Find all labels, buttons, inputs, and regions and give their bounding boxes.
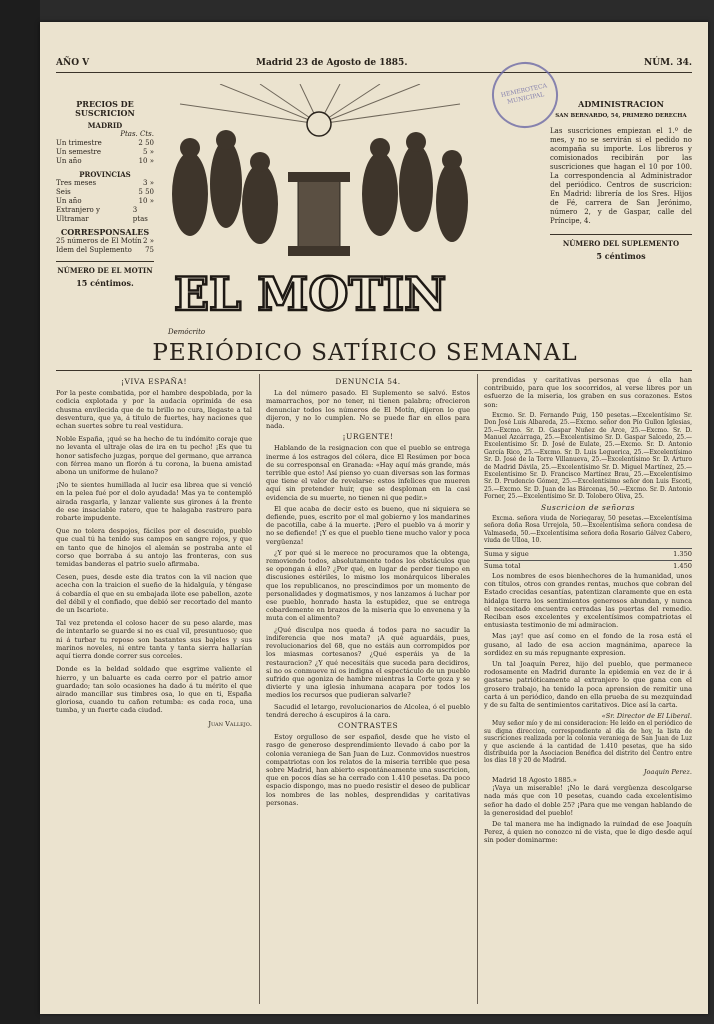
ladies-donor-list: Excma. señora viuda de Noriegaray, 50 pesetas.—Excelentísima señora doña Rosa Urrejola, 50.—Excelentísima señora condesa de Valmaseda, 50.—Excelentísima señora doña Rosario Gálvez Cabero, viuda de Ulloa, 10.: [484, 514, 692, 545]
donor-list: Excmo. Sr. D. Fernando Puig, 150 pesetas.—Excelentísimo Sr. Don José Luis Albareda, 25.—Excmo. señor don Pío Gullon Iglesias, 25.—Excmo. Sr. D. Gaspar Nuñez de Arce, 25.—Excmo. Sr. D. Manuel Azcárraga, 25.—Excelentísimo Sr. D. Gaspar Salcedo, 25.—Excelentísimo Sr. D. José de Eulate, 25.—Excmo. Sr. D. Antonio García Rico, 25.—Excmo. Sr. D. Luis Leguerica, 25.—Excelentísimo Sr. D. José de la Torre Villanueva, 25.—Excelentísimo Sr. D. Arturo de Madrid Dávila, 25.—Excelentísimo Sr. D. Miguel Martínez, 25.—Excelentísimo Sr. D. Francisco Martínez Brau, 25.—Excelentísimo Sr. D. Prudencio Gómez, 25.—Excelentísimo señor don Luis Escoti, 25.—Excmo. Sr. D. Juan de las Bárcenas, 50.—Excmo. Sr. D. Antonio Forner, 25.—Excelentísimo Sr. D. Tolobero Oliva, 25.: [484, 411, 692, 501]
administration-box: [550, 100, 692, 261]
administration-text: Las suscriciones empiezan el 1.º de mes, y no se servirán si el pedido no acompaña su importe. Los libreros y comisionados recibirán por las suscriciones que hagan el 10 por 100. La correspondencia al Administrador del periódico. Centros de suscricion: En Madrid: librería de los Sres. Hijos de Fé, carrera de San Jerónimo, número 2, y de Gaspar, calle del Príncipe, 4.: [550, 127, 692, 225]
provincias-heading: PROVINCIAS: [79, 170, 131, 179]
corresponsales-heading: CORRESPONSALES: [60, 227, 150, 237]
issue-date: Madrid 23 de Agosto de 1885.: [256, 58, 408, 68]
letter-signature: Joaquin Perez.: [643, 767, 692, 776]
poem-stanza: Que no tolera despojos, fáciles por el descuido, pueblo que cual tú ha tenido sus campos en sangre rojos, y que en tanto que de hinojos el alemán se postraba ante el corso que borraba á su antojo las fronteras, con sus temidas banderas el patrio suelo afirmaba.: [56, 527, 252, 569]
poem-title: ¡VIVA ESPAÑA!: [121, 377, 187, 386]
newspaper-page: [40, 22, 708, 1014]
running-sum: Suma y sigue 1.350: [484, 549, 692, 558]
masthead-title: EL MOTIN: [174, 267, 447, 321]
poem-stanza: ¡No te sientes humillada al lucir esa librea que si venció en la pelea fué por el dolo ayudada! Mas ya te contempló airada rasgarla, y lanzar valiente sus girones á la frente de ese insaciable ratero, que te halagaba rastrero para robarte impudente.: [56, 481, 252, 523]
article-column-3: [484, 376, 692, 1006]
supplement-price-label: NÚMERO DEL SUPLEMENTO: [562, 239, 680, 248]
letter-heading: «Sr. Director de El Liberal.: [601, 712, 692, 721]
poem-stanza: Por la peste combatida, por el hambre despoblada, por la codicia explotada y por la audacia oprimida de esa chusma envilecida que de tu brillo no cura, llegaste a tal desventura, que ya, á titulo de fuertes, hay naciones que echan suertes sobre tu real vestidura.: [56, 389, 252, 431]
stamp-text: HEMEROTECA MUNICIPAL: [500, 81, 548, 106]
price-row: Un año 10 »: [56, 157, 154, 165]
paragraph: ¿Y por qué si le merece no procuramos que la obtenga, removiendo todos, absolutamente todos los obstáculos que se opongan á ello? ¿Por qué, en lugar de perder tiempo en discusiones estériles, lo mismo los monárquicos liberales que los republicanos, no prescindimos por un momento de personalidades y dogmatismos, y nos lanzamos á luchar por ese pueblo, honrado hasta la estupidez, que se entrega cobardemente en brazos de la miseria que lo envenena y la muta con el alimento?: [266, 548, 470, 623]
price-row: 25 números de El Motín 2 »: [56, 237, 154, 245]
column-divider: [477, 374, 478, 1004]
price-row: Seis 5 50: [56, 188, 154, 196]
price-row: Tres meses 3 »: [56, 179, 154, 187]
ptas-heading: Ptas. Cts.: [120, 130, 154, 138]
price-row: Idem del Suplemento 75: [56, 246, 154, 254]
paragraph: prendidas y caritativas personas que á ella han contribuido, para que los socorridos, al verse libres por un esfuerzo de la miseria, los graben en sus corazones. Estos son:: [484, 376, 692, 409]
price-row: Extranjero y Ultramar 3 ptas: [56, 206, 148, 223]
administration-title: ADMINISTRACION: [578, 99, 664, 109]
paragraph: De tal manera me ha indignado la ruindad de ese Joaquín Perez, á quien no conozco ni de vista, que le digo desde aquí sin poder dominarme:: [484, 820, 692, 845]
letter-text: Muy señor mío y de mi consideracion: He leído en el periódico de su digna direccion, correspondiente al día de hoy, la lista de suscriciones realizada por la colonia veraniega de San Juan de Luz y que asciende á la cantidad de 1.410 pesetas, que ha sido distribuida por la Asociacion Benéfica del distrito del Centro entre los días 18 y 20 de Madrid.: [484, 720, 692, 765]
poem-signature: Juan Vallejo.: [208, 719, 252, 728]
issue-header: [56, 58, 692, 72]
masthead-illustration: [160, 84, 478, 338]
subtitle-rule: [56, 370, 692, 371]
column-divider: [259, 374, 260, 1004]
paragraph: ¡Vaya un miserable! ¡No le dará vergüenza descolgarse nada más que con 10 pesetas, cuando cada excelentísimo señor ha dado el doble 25? ¡Para que me vengan hablando de la generosidad del pueblo!: [484, 784, 692, 817]
contrastes-title: CONTRASTES: [337, 720, 399, 730]
ladies-subscription-title: Suscricion de señoras: [541, 502, 635, 512]
artist-signature: Demócrito: [168, 328, 206, 336]
poem-stanza: Cesen, pues, desde este dia tratos con la vil nacion que acecha con la traicion el sueño de la hidalguía, y téngase á cobardía el que en su embajada ilote ese pabellon, azote del débil y el confiado, que debió ser recortado del manto de un Iscariote.: [56, 573, 252, 615]
header-rule: [56, 72, 692, 73]
newspaper-subtitle: PERIÓDICO SATÍRICO SEMANAL: [152, 340, 578, 366]
subscription-title: PRECIOS DE SUSCRICION: [75, 99, 135, 118]
price-row: Un año 10 »: [56, 197, 154, 205]
madrid-heading: MADRID: [87, 121, 123, 130]
paragraph: Un tal Joaquín Perez, hijo del pueblo, que permanece rodosamente en Madrid durante la epidemia en vez de ir á gastarse patrióticamente al extranjero lo que gana con el grosero trabajo, ha tenido la poca aprension de remitir una carta á un periódico, dando en ella prueba de su mezquindad y de su falta de sentimientos caritativos. Dice así la carta.: [484, 659, 692, 709]
subscription-prices: [56, 100, 154, 288]
paragraph: ¿Qué disculpa nos queda á todos para no sacudir la indiferencia que nos mata? ¡A qué aguardáis, pues, revolucionarios del 68, que no estáis aun corrompidos por los miasmas cortesanos? ¿Qué esperáis ya de la restauracion? ¿Y qué necesitáis que suceda para decidiros, si no os conmueve ni os indigna el espectáculo de un pueblo sufrido que agoniza de hambre mientras la Corte goza y se divierte y una iglesia inhumana acapara por todos los medios los recursos que pudieran salvarle?: [266, 625, 470, 700]
poem-stanza: Donde es la beldad soldado que esgrime valiente el hierro, y un baluarte es cada cerro por el patrio amor guardado; tan solo ocasiones ha dado á tu mérito el que airado mancillar sus timbres osa, lo que en ti, España gloriosa, cuando tu cañon retumba: es cada roca, una tumba, y un fuerte cada ciudad.: [56, 665, 252, 715]
poem-stanza: Noble España, ¡qué se ha hecho de tu indómito coraje que no levanta el ultraje olas de ira en tu pecho! ¡Es que tu honor satisfecho juzgas, porque del germano, que arranca con férrea mano un florón á tu corona, la buena amistad abona un uniforme de hulano?: [56, 435, 252, 477]
issue-price-label: NÚMERO DE EL MOTIN: [57, 266, 153, 275]
paragraph: Sacudid el letargo, revolucionarios de Alcolea, ó el pueblo tendrá derecho á escupiros á la cara.: [266, 702, 470, 719]
paragraph: Los nombres de esos bienhechores de la humanidad, unos con títulos, otros con grandes rentas, muchos que cobran del Estado crecidas cesantías, patentizan claramente que en esta hidalga tierra los sentimientos generosos abundan, y nunca el necesitado encuentra cerradas las puertas del remedio. Reciban esos excelentes y excelentísimos compatriotas el entusiasta testimonio de mi admiracion.: [484, 571, 692, 630]
poem-stanza: Tal vez pretenda el coloso hacer de su peso alarde, mas de intentarlo se guarde si no es cual vil, presuntuoso; que ni á turbar tu reposo son bastantes sus bajeles y sus marinos noveles, ni entre tanta y tanta sierra hallarían aquí tierra donde correr sus corceles.: [56, 619, 252, 661]
urgente-title: ¡URGENTE!: [342, 432, 394, 442]
total-sum: Suma total 1.450: [484, 561, 692, 570]
poem-column: [56, 376, 252, 1006]
denuncia-title: DENUNCIA 54.: [335, 377, 401, 386]
price-row: Un trimestre 2 50: [56, 139, 154, 147]
paragraph: Estoy orgulloso de ser español, desde que he visto el rasgo de generoso desprendimiento llevado á cabo por la colonia veraniega de San Juan de Luz. Conmovidos nuestros compatriotas con los relatos de la miseria terrible que pesa sobre Madrid, han abierto espontáneamente una suscricion, que en pocos días se ha cerrado con 1.410 pesetas. Da poco espacio dispongo, mas no puedo resistir el deseo de publicar los nombres de las nobles, desprendidas y caritativas personas.: [266, 733, 470, 807]
issue-year: AÑO V: [56, 58, 90, 68]
price-row: Un semestre 5 »: [56, 148, 154, 156]
supplement-price: 5 céntimos: [596, 251, 646, 261]
paragraph: El que acaba de decir esto es bueno, que ni siquiera se defiende, pues, escrito por el mal gobierno y los mandarines de pacotilla, cabe á la muerte. ¡Pero el pueblo va á morir y no se defiende! ¡Y es que el pueblo tiene mucho valor y poca vergüenza!: [266, 504, 470, 546]
paragraph: La del número pasado. El Suplemento se salvó. Estos mamarrachos, por no tener, ni tienen palabra; ofrecieron denunciar todos los números de El Motín, dijeron lo que dijeron, y no lo cumplen. No se puede fiar en ellos para nada.: [266, 389, 470, 431]
paragraph: Mas ¡ay! que así como en el fondo de la rosa está el gusano, al lado de esa accion magnánima, aparece la sordidez en su más repugnante expresion.: [484, 632, 692, 657]
article-column-2: [266, 376, 470, 1006]
paragraph: Hablando de la resignacion con que el pueblo se entrega inerme á los estragos del cólera, dice El Resúmen por boca de su corresponsal en Granada: «Hay aquí más grande, más terrible que esto! Así pienso yo cuan diversas son las formas que tiene el valor de revelarse: estos infelices que mueren aquí sin pretender huir, que se desploman en la casi evidencia de su muerte, no tienen ni que pedir.»: [266, 444, 470, 502]
issue-price: 15 céntimos.: [76, 278, 134, 288]
issue-number: NÚM. 34.: [644, 58, 692, 68]
scanner-margin: [0, 0, 40, 1024]
administration-address: SAN BERNARDO, 54, PRIMERO DERECHA: [555, 113, 687, 119]
letter-date: Madrid 18 Agosto 1885.»: [492, 776, 577, 785]
